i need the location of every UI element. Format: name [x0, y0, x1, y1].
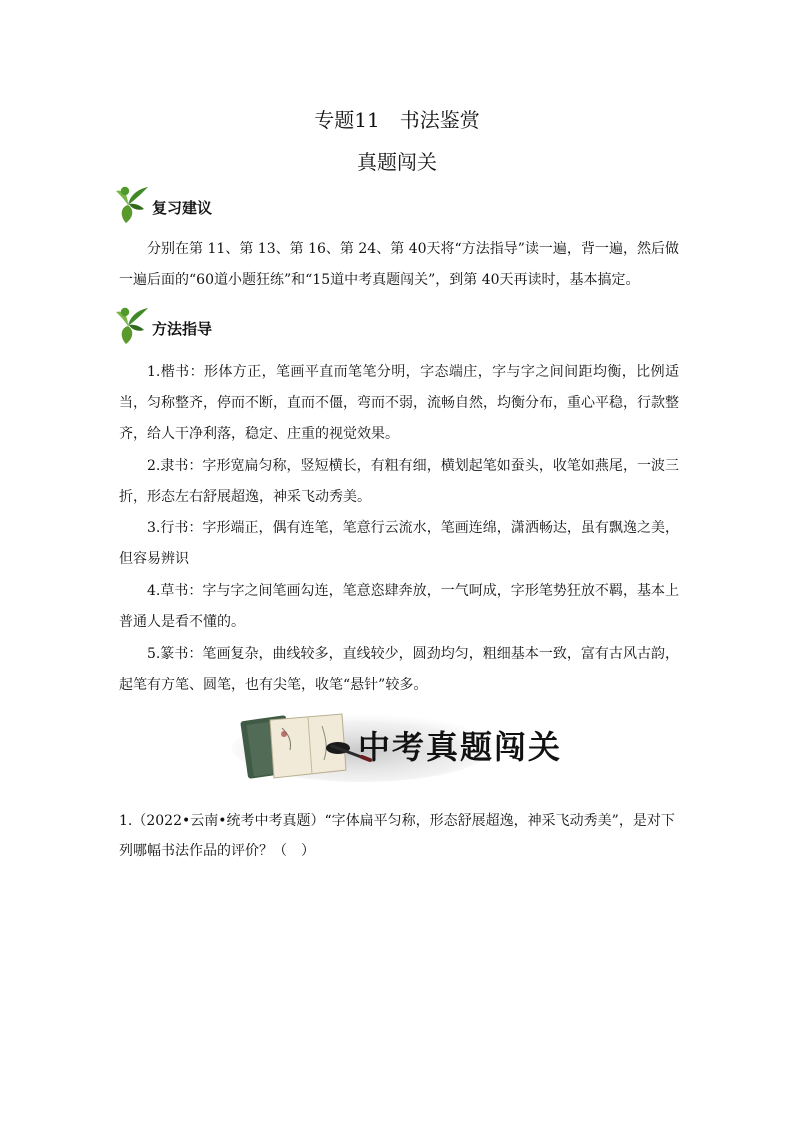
question-1: 1.（2022•云南•统考中考真题）“字体扁平匀称，形态舒展超逸，神采飞动秀美”，是对下列哪幅书法作品的评价？（ ）: [119, 813, 675, 859]
method-item: 2.隶书：字形宽扁匀称，竖短横长，有粗有细，横划起笔如蚕头，收笔如燕尾，一波三折，形态左右舒展超逸，神采飞动秀美。: [119, 458, 679, 505]
method-item: 1.楷书：形体方正，笔画平直而笔笔分明，字态端庄，字与字之间间距均衡，比例适当，匀称整齐，停而不断，直而不僵，弯而不弱，流畅自然，均衡分布，重心平稳，行款整齐，给人干净利落，稳定、庄重的视觉效果。: [119, 364, 679, 442]
method-item: 3.行书：字形端正，偶有连笔，笔意行云流水，笔画连绵，潇洒畅达，虽有飘逸之美，但容易辨识: [119, 520, 679, 567]
page-title: 专题11 书法鉴赏: [314, 108, 480, 132]
banner-title: 中考真题闯关: [358, 728, 563, 766]
exam-banner: [232, 704, 572, 784]
leaf-logo-icon: [112, 183, 152, 225]
method-item: 4.草书：字与字之间笔画勾连，笔意恣肆奔放，一气呵成，字形笔势狂放不羁，基本上普通人是看不懂的。: [119, 583, 679, 630]
section-title-review: 复习建议: [152, 198, 213, 217]
review-paragraph: 分别在第 11、第 13、第 16、第 24、第 40天将“方法指导”读一遍，背一遍，然后做一遍后面的“60道小题狂练”和“15道中考真题闯关”，到第 40天再读时，基本搞定。: [119, 241, 679, 288]
leaf-logo-icon: [112, 304, 152, 346]
section-title-method: 方法指导: [152, 319, 213, 338]
method-item: 5.篆书：笔画复杂，曲线较多，直线较少，圆劲均匀，粗细基本一致，富有古风古韵，起笔有方笔、圆笔，也有尖笔，收笔“悬针”较多。: [119, 646, 679, 693]
page-subtitle: 真题闯关: [357, 150, 437, 174]
section-header-method: [112, 305, 212, 345]
section-header-review: [112, 184, 212, 224]
